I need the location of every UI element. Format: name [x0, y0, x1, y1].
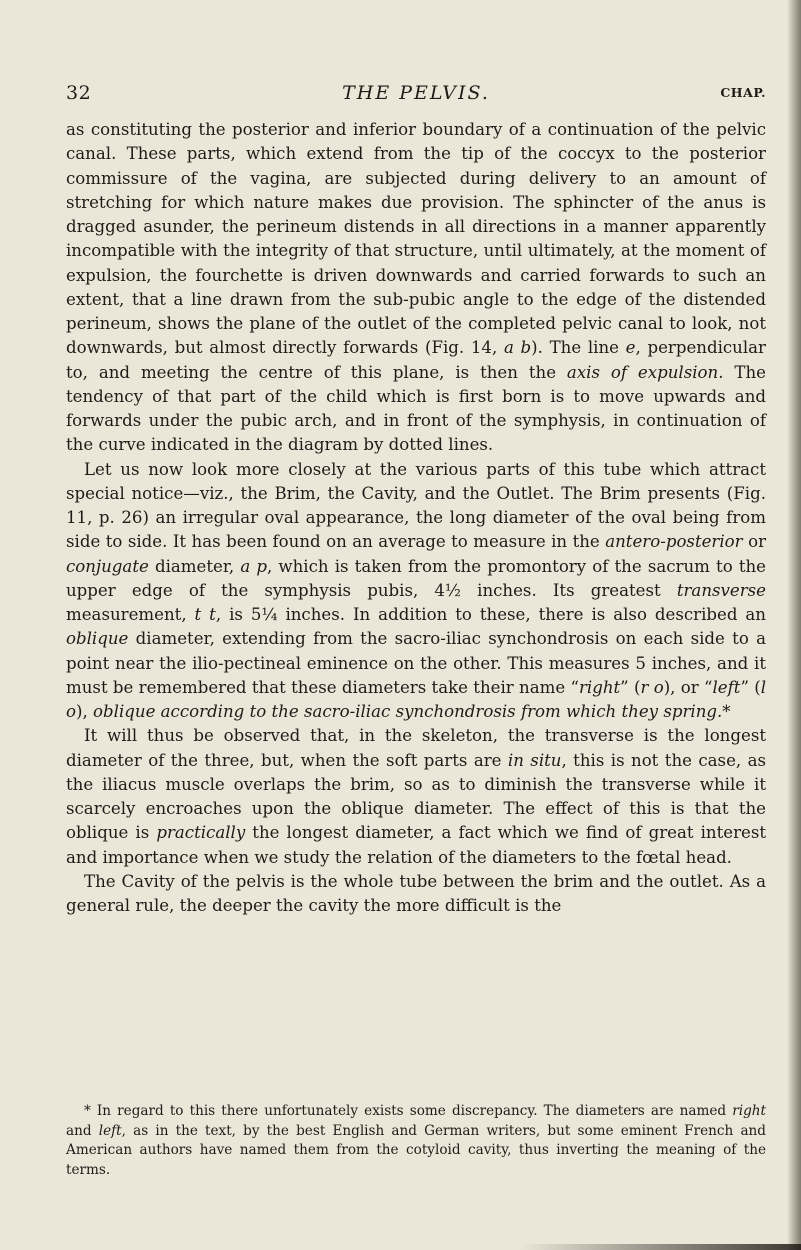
text-run: and: [66, 1122, 99, 1139]
italic-text: practically: [156, 823, 246, 843]
running-head: [66, 82, 766, 108]
text-run: ” (: [740, 677, 761, 697]
text-run: , this is not the case, as the iliacus muscle overlaps the brim, so as to diminish the transverse while it scarcely encroaches upon the oblique diameter. The effect of this is that the oblique is: [66, 750, 766, 843]
text-run: ), or “: [663, 677, 713, 697]
text-run: ” (: [620, 677, 641, 697]
italic-text: left: [712, 677, 741, 697]
italic-text: in situ: [507, 750, 562, 770]
paragraph: [66, 118, 766, 458]
italic-text: a b: [503, 338, 532, 358]
text-run: or: [742, 532, 766, 552]
italic-text: e: [625, 338, 636, 358]
page-bottom-edge: [520, 1244, 801, 1250]
text-run: diameter,: [148, 556, 241, 576]
page-number: 32: [66, 82, 92, 104]
italic-text: antero-posterior: [605, 532, 743, 552]
text-run: , which is taken from the promontory of the sacrum to the upper edge of the symphysis pubis, 4½ inches. Its greatest: [66, 556, 766, 600]
italic-text: t t: [194, 605, 216, 624]
text-run: , perpendicular to, and meeting the centre of this plane, is then the: [66, 338, 766, 382]
text-run: , as in the text, by the best English and German writers, but some eminent French and American authors have named them from the cotyloid cavity, thus inverting the meaning of the terms.: [66, 1122, 767, 1178]
text-run: , is 5¼ inches. In addition to these, there is also described an: [215, 605, 766, 624]
italic-text: r o: [640, 677, 664, 697]
text-run: The Cavity of the pelvis is the whole tube between the brim and the outlet. As a general rule, the deeper the cavity the more difficult is the: [66, 871, 766, 915]
text-run: ). The line: [531, 338, 626, 358]
text-run: measurement,: [66, 605, 195, 624]
page-edge-shadow: [787, 0, 801, 1250]
italic-text: right: [732, 1103, 766, 1119]
paragraph: [66, 458, 766, 725]
text-run: ),: [76, 702, 94, 721]
paragraph: [66, 870, 766, 919]
italic-text: a p: [240, 556, 267, 576]
text-run: Let us now look more closely at the various parts of this tube which attract special notice—viz., the Brim, the Cavity, and the Outlet. The Brim presents (Fig. 11, p. 26) an irregular oval appearance, the long diameter of the oval being from side to side. It has been found on an average to measure in the: [66, 459, 766, 552]
chapter-label: CHAP.: [720, 85, 766, 100]
italic-text: l o: [66, 677, 767, 721]
text-run: The tendency of that part of the child which is first born is to move upwards and forwards under the pubic arch, and in front of the symphysis, in continuation of the curve indicated in the diagram by dotted lines.: [66, 362, 766, 455]
text-run: as constituting the posterior and inferior boundary of a continuation of the pelvic canal. These parts, which extend from the tip of the coccyx to the posterior commissure of the vagina, are subjected during delivery to an amount of stretching for which nature makes due provision. The sphincter of the anus is dragged asunder, the perineum distends in all directions in a manner apparently incompatible with the integrity of that structure, until ultimately, at the moment of expulsion, the fourchette is driven downwards and carried forwards to such an extent, that a line drawn from the sub-pubic angle to the edge of the distended perineum, shows the plane of the outlet of the completed pelvic canal to look, not downwards, but almost directly forwards (Fig. 14,: [66, 120, 766, 358]
italic-text: oblique according to the sacro-iliac synchondrosis from which they spring.*: [93, 702, 731, 721]
running-title: THE PELVIS.: [342, 82, 490, 104]
text-run: * In regard to this there unfortunately exists some discrepancy. The diameters are named: [84, 1103, 733, 1119]
italic-text: right: [578, 677, 621, 697]
italic-text: conjugate: [66, 556, 149, 576]
italic-text: transverse: [676, 580, 766, 600]
italic-text: axis of expulsion.: [566, 362, 724, 382]
body-text: [66, 118, 766, 918]
italic-text: oblique: [66, 629, 129, 649]
italic-text: left: [98, 1122, 122, 1139]
paragraph: [66, 724, 766, 870]
text-run: It will thus be observed that, in the skeleton, the transverse is the longest diameter of the three, but, when the soft parts are: [66, 726, 766, 770]
footnote: [66, 1102, 766, 1180]
text-run: the longest diameter, a fact which we find of great interest and importance when we study the relation of the diameters to the fœtal head.: [66, 823, 766, 867]
text-run: diameter, extending from the sacro-iliac synchondrosis on each side to a point near the ilio-pectineal eminence on the other. This measures 5 inches, and it must be remembered that these diameters take their name “: [66, 629, 766, 697]
